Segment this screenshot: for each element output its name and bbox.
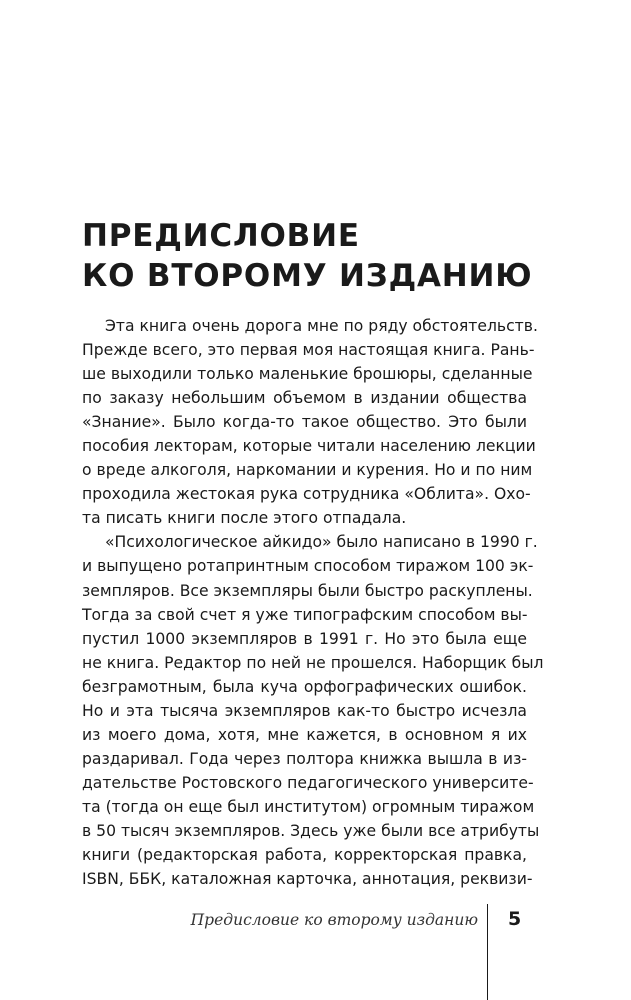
text-line: и выпущено ротапринтным способом тиражом 100 эк- [82, 557, 534, 576]
text-line: проходила жестокая рука сотрудника «Облита». Охо- [82, 485, 531, 504]
text-line: не книга. Редактор по ней не прошелся. Наборщик был [82, 653, 544, 672]
text-line: та (тогда он еще был институтом) огромным тиражом [82, 797, 535, 816]
chapter-heading-line-1: ПРЕДИСЛОВИЕ [82, 218, 360, 254]
text-line: из моего дома, хотя, мне кажется, в основном я их [82, 725, 527, 744]
text-line: раздаривал. Года через полтора книжка вышла в из- [82, 749, 527, 768]
text-line: Тогда за свой счет я уже типографским способом вы- [82, 605, 528, 624]
text-line: безграмотным, была куча орфографических ошибок. [82, 677, 527, 696]
text-line: та писать книги после этого отпадала. [82, 509, 407, 528]
text-line: Но и эта тысяча экземпляров как-то быстро исчезла [82, 701, 527, 720]
text-line: по заказу небольшим объемом в издании общества [82, 389, 527, 408]
chapter-heading [82, 216, 582, 296]
text-line: о вреде алкоголя, наркомании и курения. Но и по ним [82, 461, 533, 480]
text-line: «Знание». Было когда-то такое общество. Это были [82, 413, 527, 432]
page-number: 5 [508, 908, 522, 930]
chapter-heading-line-2: КО ВТОРОМУ ИЗДАНИЮ [82, 258, 533, 294]
text-line: «Психологическое айкидо» было написано в 1990 г. [105, 533, 538, 552]
text-line: ISBN, ББК, каталожная карточка, аннотация, реквизи- [82, 870, 533, 889]
text-line: Прежде всего, это первая моя настоящая книга. Рань- [82, 341, 535, 360]
footer-divider [487, 904, 488, 1000]
text-line: в 50 тысяч экземпляров. Здесь уже были все атрибуты [82, 821, 540, 840]
text-line: Эта книга очень дорога мне по ряду обстоятельств. [105, 317, 538, 335]
body-text [82, 314, 544, 891]
text-line: пустил 1000 экземпляров в 1991 г. Но это была еще [82, 629, 527, 648]
text-line: дательстве Ростовского педагогического университе- [82, 773, 534, 792]
text-line: книги (редакторская работа, корректорская правка, [82, 846, 527, 865]
running-footer-title: Предисловие ко второму изданию [190, 911, 478, 929]
text-line: земпляров. Все экземпляры были быстро раскуплены. [82, 581, 533, 600]
text-line: пособия лекторам, которые читали населению лекции [82, 437, 536, 456]
text-line: ше выходили только маленькие брошюры, сделанные [82, 365, 533, 384]
